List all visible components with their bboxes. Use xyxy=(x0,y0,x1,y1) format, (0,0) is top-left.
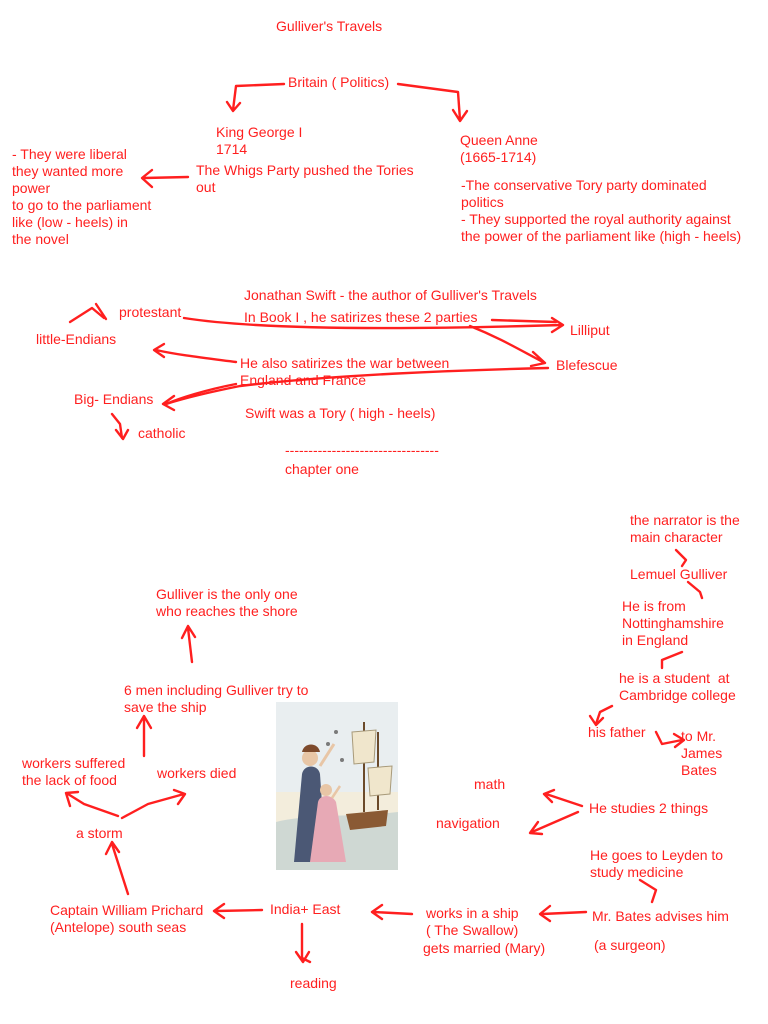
arrow-food-sixmen xyxy=(137,716,151,756)
arrow-india-reading xyxy=(296,924,310,962)
arrow-father-bates xyxy=(656,732,684,747)
to-bates-node: to Mr. James Bates xyxy=(681,728,723,778)
tory-traits-node: -The conservative Tory party dominated politics - They supported the royal authority against the power of the parliament like (high - heels) xyxy=(461,177,742,244)
lack-food-node: workers suffered the lack of food xyxy=(22,755,126,788)
little-endians-node: little-Endians xyxy=(36,331,117,347)
arrow-lemuel-from xyxy=(688,582,702,598)
lemuel-node: Lemuel Gulliver xyxy=(630,566,728,582)
whigs-traits-node: - They were liberal they wanted more power to go to the parliament like (low - heels) in the novel xyxy=(12,146,152,247)
war-satire-node: He also satirizes the war between England and France xyxy=(240,355,450,388)
arrow-student-father xyxy=(590,706,612,725)
shore-node: Gulliver is the only one who reaches the shore xyxy=(156,586,298,619)
protestant-node: protestant xyxy=(119,304,182,320)
storm-node: a storm xyxy=(76,825,123,841)
king-george-node: King George I 1714 xyxy=(216,124,303,157)
arrow-big-catholic xyxy=(112,414,128,439)
arrow-storm-lackfood xyxy=(66,792,118,816)
arrow-narrator-lemuel xyxy=(676,550,686,566)
father-node: his father xyxy=(588,724,646,740)
india-node: India+ East xyxy=(270,901,341,917)
arrow-britain-queen xyxy=(398,84,467,121)
arrow-sixmen-shore xyxy=(182,626,195,662)
from-node: He is from Nottinghamshire in England xyxy=(622,598,724,648)
arrow-britain-king xyxy=(227,84,284,111)
whigs-action-node: The Whigs Party pushed the Tories out xyxy=(196,162,414,195)
lilliput-node: Lilliput xyxy=(570,322,610,338)
book-one-node: In Book I , he satirizes these 2 parties xyxy=(244,309,478,325)
surgeon-node: (a surgeon) xyxy=(594,937,666,953)
math-node: math xyxy=(474,776,506,792)
arrow-advises-ship xyxy=(540,906,586,921)
big-endians-node: Big- Endians xyxy=(74,391,154,407)
chapter-one-heading: chapter one xyxy=(285,461,359,477)
ship-farewell-illustration xyxy=(276,702,398,870)
page-title: Gulliver's Travels xyxy=(276,18,383,34)
arrow-war-little xyxy=(154,344,236,362)
section-divider: --------------------------------- xyxy=(285,442,439,458)
six-men-node: 6 men including Gulliver try to save the ship xyxy=(124,682,309,715)
advises-node: Mr. Bates advises him xyxy=(592,908,729,924)
student-node: he is a student at Cambridge college xyxy=(619,670,736,703)
queen-anne-node: Queen Anne (1665-1714) xyxy=(460,132,538,165)
arrow-captain-storm xyxy=(106,842,128,894)
swift-tory-node: Swift was a Tory ( high - heels) xyxy=(245,405,436,421)
arrow-leyden-advises xyxy=(640,880,656,902)
arrow-book-blefescue xyxy=(470,326,545,366)
ship-node: works in a ship ( The Swallow) xyxy=(426,905,519,938)
captain-node: Captain William Prichard (Antelope) south seas xyxy=(50,902,204,935)
arrow-little-protestant xyxy=(70,304,106,322)
blefescue-node: Blefescue xyxy=(556,357,618,373)
narrator-node: the narrator is the main character xyxy=(630,512,740,545)
leyden-node: He goes to Leyden to study medicine xyxy=(590,847,724,880)
reading-node: reading xyxy=(290,975,337,991)
workers-died-node: workers died xyxy=(157,765,237,781)
arrow-from-student xyxy=(662,652,682,668)
arrow-book-lilliput xyxy=(492,320,556,322)
britain-politics-node: Britain ( Politics) xyxy=(288,74,390,90)
arrow-studies-math xyxy=(544,790,582,806)
studies-node: He studies 2 things xyxy=(589,800,709,816)
arrow-india-captain xyxy=(214,904,262,918)
arrow-ship-india xyxy=(372,905,412,919)
arrow-studies-navigation xyxy=(530,812,578,834)
married-node: gets married (Mary) xyxy=(423,940,546,956)
arrow-storm-died xyxy=(122,790,185,818)
navigation-node: navigation xyxy=(436,815,500,831)
catholic-node: catholic xyxy=(138,425,186,441)
swift-author-node: Jonathan Swift - the author of Gulliver's Travels xyxy=(244,287,537,303)
